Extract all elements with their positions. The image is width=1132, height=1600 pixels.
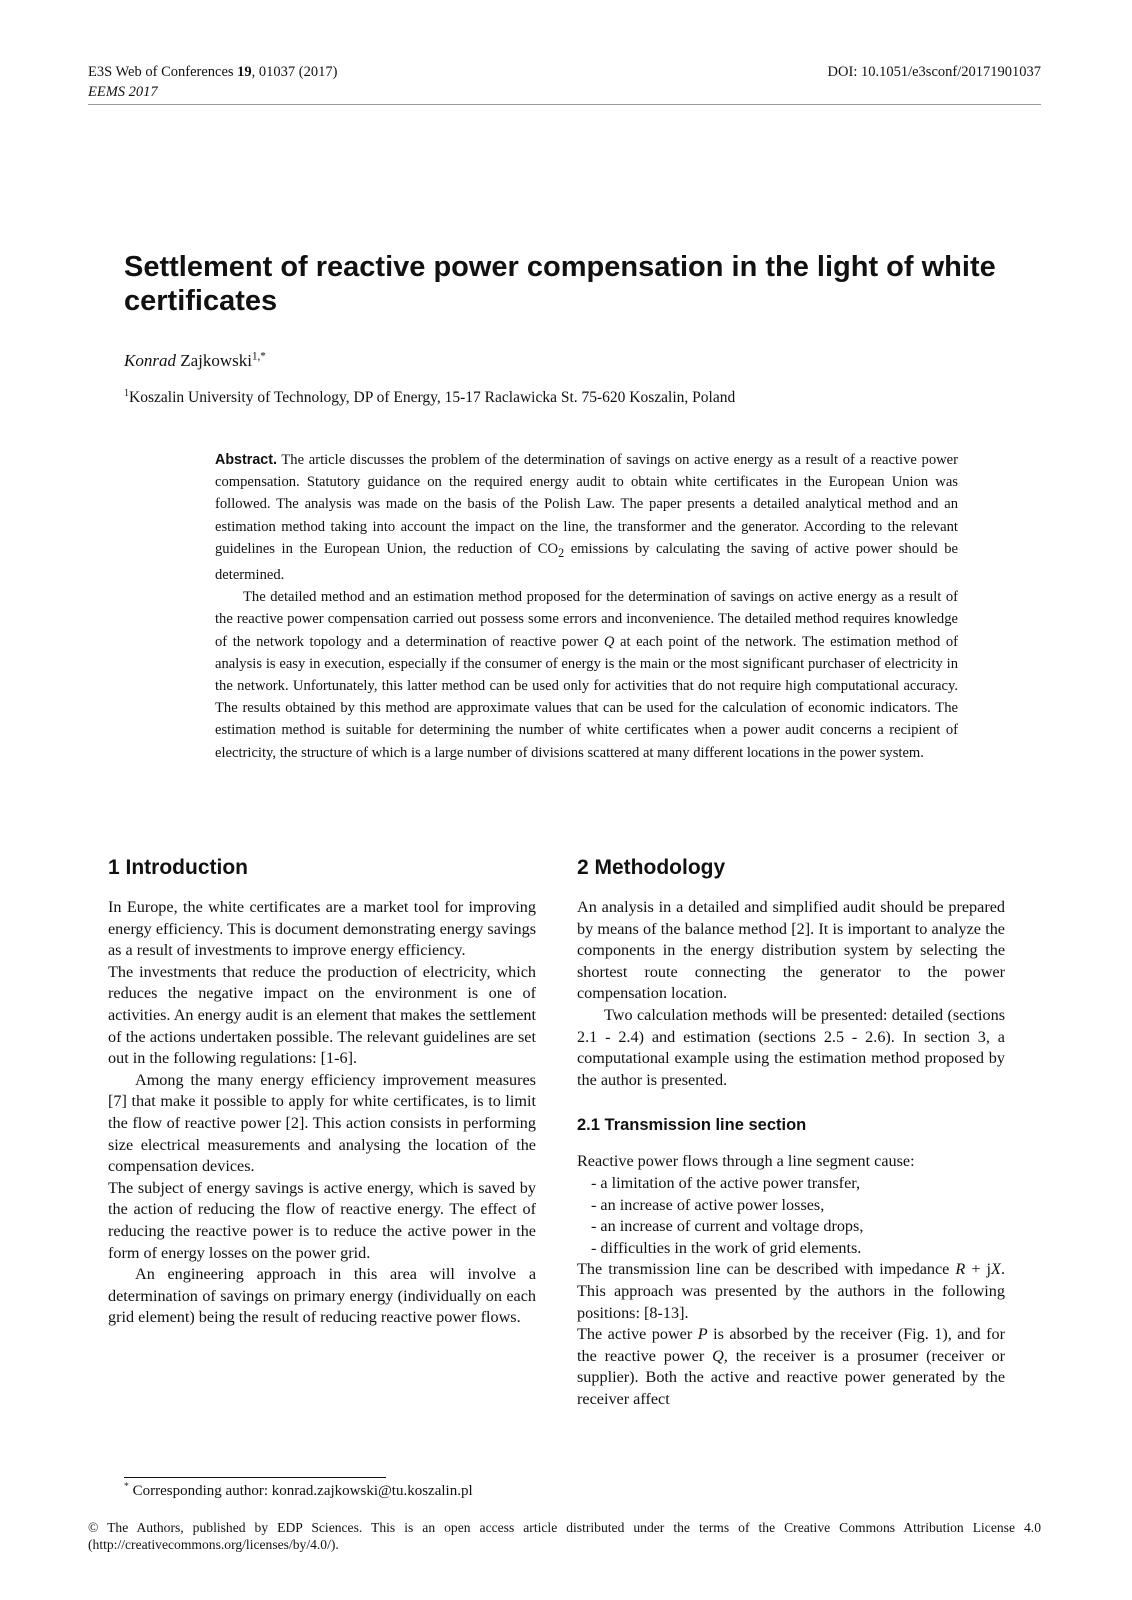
paragraph: The active power P is absorbed by the receiver (Fig. 1), and for the reactive power Q, the receiver is a prosumer (receiver or supplier). Both the active and reactive power generated by the receiver affect [577,1325,1005,1408]
affiliation: $^1$Koszalin University of Technology, DP of Energy, 15-17 Raclawicka St. 75-620 Koszalin, Poland [124,387,736,406]
list-item: - an increase of active power losses, [591,1195,825,1214]
paragraph: The subject of energy savings is active energy, which is saved by the action of reducing the flow of reactive energy. The effect of reducing the reactive power is to reduce the active power in the form of energy losses on the power grid. [108,1178,536,1262]
license-notice: © The Authors, published by EDP Sciences. This is an open access article distributed under the terms of the Creative Commons Attribution License 4.0 (http://creativecommons.org/licenses/by/4.0/). [88,1520,1041,1552]
introduction-column [108,855,536,1329]
paragraph: Among the many energy efficiency improvement measures [7] that make it possible to apply for white certificates, is to limit the flow of reactive power [2]. This action consists in performing size electrical measurements and analysing the location of the compensation devices. [108,1070,536,1176]
paragraph: Reactive power flows through a line segment cause: [577,1152,915,1171]
paragraph: The transmission line can be described with impedance R + jX. This approach was presented by the authors in the following positions: [8-13]. [577,1260,1005,1322]
abstract-paragraph: Abstract. The article discusses the problem of the determination of savings on active energy as a result of a reactive power compensation. Statutory guidance on the required energy audit to obtain white certificates in the European Union was followed. The analysis was made on the basis of the Polish Law. The paper presents a detailed analytical method and an estimation method taking into account the impact on the line, the transformer and the generator. According to the relevant guidelines in the European Union, the reduction of $CO_2$ emissions by calculating the saving of active power should be determined. [215,452,958,583]
doi: DOI: 10.1051/e3sconf/20171901037 [827,64,1041,80]
paragraph: The investments that reduce the production of electricity, which reduces the negative impact on the environment is one of activities. An energy audit is an element that makes the settlement of the actions undertaken possible. The relevant guidelines are set out in the following regulations: [1-6]. [108,962,536,1068]
subsection-heading: 2.1 Transmission line section [577,1116,807,1135]
running-header-left [88,62,337,102]
paragraph: Two calculation methods will be presented: detailed (sections 2.1 - 2.4) and estimation (sections 2.5 - 2.6). In section 3, a computational example using the estimation method proposed by the author is presented. [577,1005,1005,1089]
section-heading: 1 Introduction [108,856,248,879]
journal-citation: E3S Web of Conferences 19, 01037 (2017) [88,64,338,80]
list-item: - an increase of current and voltage drops, [591,1217,864,1236]
author: Konrad Zajkowski$^{1,*}$ [124,350,266,370]
abstract-paragraph: The detailed method and an estimation method proposed for the determination of savings on active energy as a result of the reactive power compensation carried out possess some errors and inconvenience. The detailed method requires knowledge of the network topology and a determination of reactive power Q at each point of the network. The estimation method of analysis is easy in execution, especially if the consumer of energy is the main or the most significant purchaser of electricity in the network. Unfortunately, this latter method can be used only for activities that do not require high computational accuracy. The results obtained by this method are approximate values that can be used for the calculation of economic indicators. The estimation method is suitable for determining the number of white certificates when a power audit concerns a recipient of electricity, the structure of which is a large number of divisions scattered at many different locations in the power system. [215,589,958,761]
header-rule [88,104,1041,105]
abstract [215,449,958,764]
abstract-label: Abstract. [215,452,277,468]
paragraph: An analysis in a detailed and simplified audit should be prepared by means of the balance method [2]. It is important to analyze the components in the energy distribution system by selecting the shortest route connecting the generator to the power compensation location. [577,898,1005,1003]
section-heading: 2 Methodology [577,856,726,879]
footnote-rule [124,1477,386,1478]
paragraph: An engineering approach in this area will involve a determination of savings on primary energy (individually on each grid element) being the result of reducing reactive power flows. [108,1265,536,1327]
paragraph: In Europe, the white certificates are a market tool for improving energy efficiency. This is document demonstrating energy savings as a result of investments to improve energy efficiency. [108,898,536,960]
conference-name: EEMS 2017 [88,84,158,100]
list-item: - a limitation of the active power transfer, [591,1173,861,1192]
methodology-column [577,855,1005,1410]
corresponding-author-footnote: * Corresponding author: konrad.zajkowski@tu.koszalin.pl [124,1481,473,1499]
list-item: - difficulties in the work of grid elements. [591,1238,862,1257]
effects-list [577,1173,1005,1259]
paper-title: Settlement of reactive power compensation in the light of white certificates [124,251,996,317]
